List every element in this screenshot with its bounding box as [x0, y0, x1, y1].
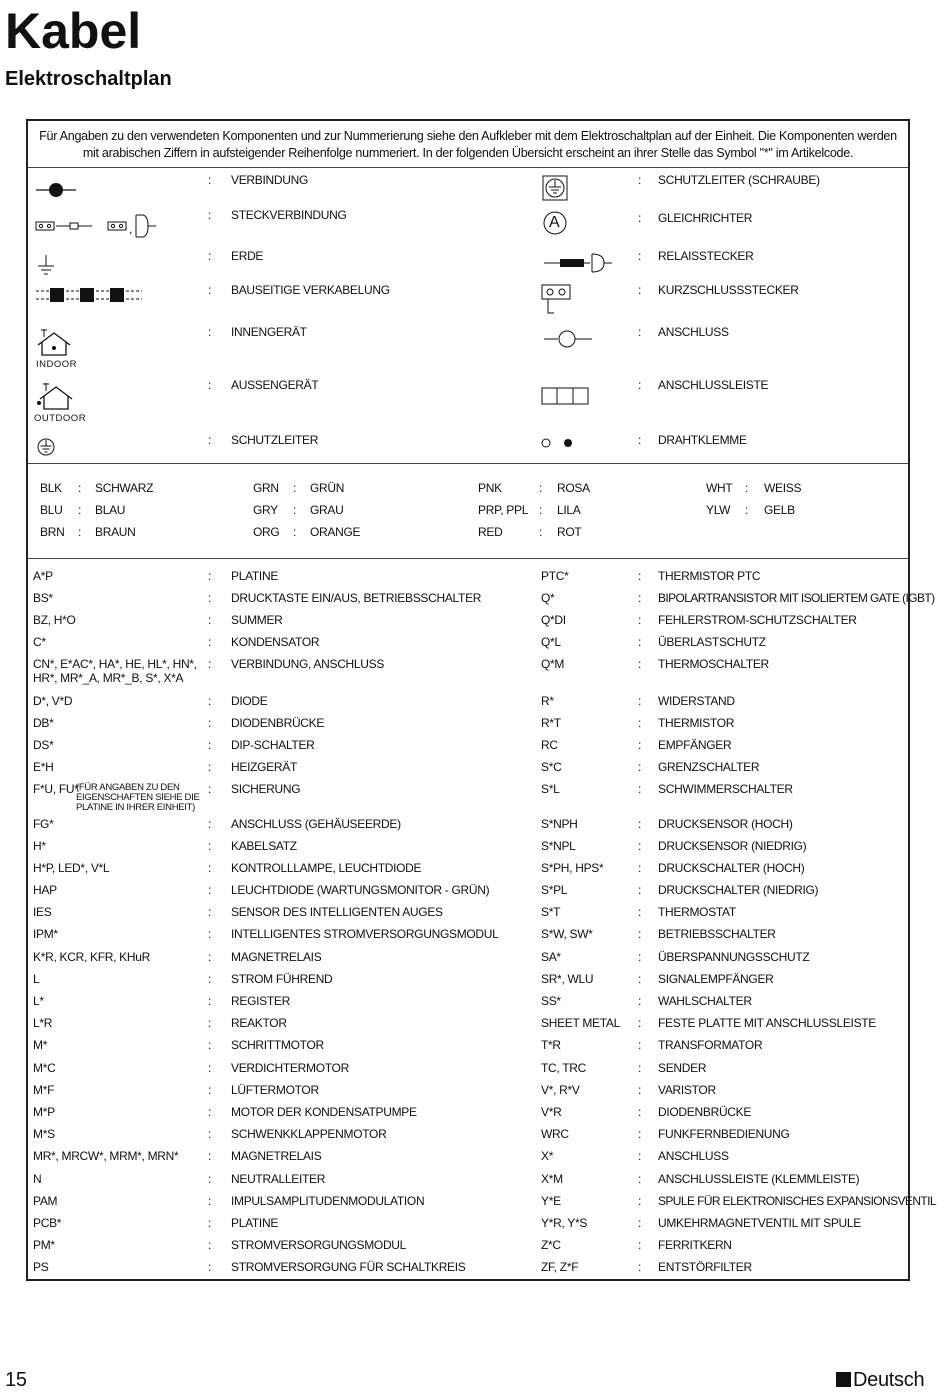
- color-code: BLK: [40, 481, 62, 495]
- component-code: V*, R*V: [541, 1083, 580, 1097]
- component-description: SENSOR DES INTELLIGENTEN AUGES: [231, 905, 443, 919]
- component-code: M*S: [33, 1127, 55, 1141]
- color-code: WHT: [706, 481, 733, 495]
- separator: :: [638, 738, 642, 752]
- component-description: TRANSFORMATOR: [658, 1038, 763, 1052]
- color-name: GRÜN: [310, 481, 345, 495]
- symbol-label: ERDE: [231, 249, 264, 263]
- separator: :: [638, 782, 642, 796]
- component-description: DRUCKSENSOR (NIEDRIG): [658, 839, 807, 853]
- separator: :: [638, 378, 642, 392]
- divider: [28, 463, 908, 464]
- separator: :: [638, 613, 642, 627]
- separator: :: [208, 613, 212, 627]
- component-code: DB*: [33, 716, 54, 730]
- component-description: FESTE PLATTE MIT ANSCHLUSSLEISTE: [658, 1016, 877, 1030]
- separator: :: [539, 525, 543, 539]
- component-description: FEHLERSTROM-SCHUTZSCHALTER: [658, 613, 857, 627]
- separator: :: [293, 503, 297, 517]
- separator: :: [745, 503, 749, 517]
- separator: :: [208, 817, 212, 831]
- separator: :: [638, 839, 642, 853]
- component-description: KONDENSATOR: [231, 635, 320, 649]
- page-subtitle: Elektroschaltplan: [5, 68, 172, 90]
- component-description: SENDER: [658, 1061, 707, 1075]
- separator: :: [208, 905, 212, 919]
- separator: :: [208, 839, 212, 853]
- separator: :: [208, 173, 212, 187]
- separator: :: [208, 1238, 212, 1252]
- component-description: SCHRITTMOTOR: [231, 1038, 324, 1052]
- separator: :: [208, 1127, 212, 1141]
- component-code: RC: [541, 738, 558, 752]
- separator: :: [638, 591, 642, 605]
- component-description: MAGNETRELAIS: [231, 950, 322, 964]
- component-description: ANSCHLUSSLEISTE (KLEMMLEISTE): [658, 1172, 860, 1186]
- component-code: ZF, Z*F: [541, 1260, 579, 1274]
- separator: :: [208, 883, 212, 897]
- rectifier-glyph: A: [549, 214, 560, 231]
- separator: :: [293, 481, 297, 495]
- separator: :: [638, 994, 642, 1008]
- component-code: R*T: [541, 716, 561, 730]
- outdoor-house-icon: [34, 383, 87, 424]
- plug-connector-icon: [34, 211, 158, 239]
- component-code: E*H: [33, 760, 54, 774]
- separator: :: [638, 972, 642, 986]
- component-description: DRUCKSCHALTER (NIEDRIG): [658, 883, 819, 897]
- component-description: BETRIEBSSCHALTER: [658, 927, 776, 941]
- component-code: FG*: [33, 817, 54, 831]
- component-code: CN*, E*AC*, HA*, HE, HL*, HN*,: [33, 657, 197, 671]
- component-code: TC, TRC: [541, 1061, 587, 1075]
- component-code: M*F: [33, 1083, 55, 1097]
- separator: :: [208, 433, 212, 447]
- component-code: N: [33, 1172, 42, 1186]
- separator: :: [638, 694, 642, 708]
- component-code: T*R: [541, 1038, 561, 1052]
- component-description: WAHLSCHALTER: [658, 994, 752, 1008]
- separator: :: [638, 433, 642, 447]
- wire-clamp-icon: [540, 433, 580, 461]
- color-code: PRP, PPL: [478, 503, 529, 517]
- component-code: BS*: [33, 591, 53, 605]
- separator: :: [208, 1216, 212, 1230]
- separator: :: [208, 657, 212, 671]
- separator: :: [638, 173, 642, 187]
- separator: :: [638, 1105, 642, 1119]
- symbol-label: AUSSENGERÄT: [231, 378, 319, 392]
- rectifier-icon: [540, 208, 570, 236]
- color-code: GRN: [253, 481, 279, 495]
- component-code: S*L: [541, 782, 560, 796]
- component-code: Q*M: [541, 657, 565, 671]
- component-code: Q*: [541, 591, 555, 605]
- symbol-label: INNENGERÄT: [231, 325, 307, 339]
- component-description: GRENZSCHALTER: [658, 760, 760, 774]
- component-code: S*W, SW*: [541, 927, 593, 941]
- separator: :: [208, 972, 212, 986]
- component-description: LÜFTERMOTOR: [231, 1083, 319, 1097]
- symbol-caption: INDOOR: [36, 359, 77, 370]
- component-description: PLATINE: [231, 569, 279, 583]
- protective-earth-screw-icon: [540, 173, 570, 201]
- component-code: PS: [33, 1260, 49, 1274]
- component-code: L*R: [33, 1016, 53, 1030]
- component-code: SR*, WLU: [541, 972, 594, 986]
- separator: :: [208, 1083, 212, 1097]
- component-description: REGISTER: [231, 994, 290, 1008]
- terminal-icon: [542, 327, 594, 355]
- separator: :: [208, 208, 212, 222]
- separator: :: [638, 1127, 642, 1141]
- square-bullet-icon: [836, 1372, 851, 1387]
- component-code: S*T: [541, 905, 561, 919]
- component-code: Z*C: [541, 1238, 561, 1252]
- page-title: Kabel: [5, 3, 142, 59]
- component-code: Y*E: [541, 1194, 561, 1208]
- separator: :: [638, 883, 642, 897]
- separator: :: [208, 694, 212, 708]
- connection-dot-icon: [34, 176, 78, 204]
- separator: :: [638, 1216, 642, 1230]
- separator: :: [638, 569, 642, 583]
- separator: :: [745, 481, 749, 495]
- component-description: VARISTOR: [658, 1083, 716, 1097]
- symbol-label: KURZSCHLUSSSTECKER: [658, 283, 799, 297]
- symbol-label: SCHUTZLEITER: [231, 433, 319, 447]
- component-description: ENTSTÖRFILTER: [658, 1260, 752, 1274]
- component-code: F*U, FU*: [33, 782, 79, 796]
- component-description: KONTROLLLAMPE, LEUCHTDIODE: [231, 861, 422, 875]
- color-code: BLU: [40, 503, 63, 517]
- component-description: UMKEHRMAGNETVENTIL MIT SPULE: [658, 1216, 861, 1230]
- component-description: EMPFÄNGER: [658, 738, 732, 752]
- component-description: DRUCKSCHALTER (HOCH): [658, 861, 805, 875]
- component-code: BZ, H*O: [33, 613, 76, 627]
- separator: :: [208, 1016, 212, 1030]
- intro-text: Für Angaben zu den verwendeten Komponenten und zur Nummerierung siehe den Aufkleber mit dem Elektroschaltplan auf der Einheit. Die Komponenten werden mit arabischen Ziffern in aufsteigender Reihenfolge nummeriert. In der folgenden Übersicht erscheint an ihrer Stelle das Symbol "*" im Artikelcode.: [39, 129, 897, 160]
- separator: :: [208, 1105, 212, 1119]
- color-code: RED: [478, 525, 503, 539]
- component-note: (FÜR ANGABEN ZU DEN EIGENSCHAFTEN SIEHE DIE PLATINE IN IHRER EINHEIT): [76, 782, 200, 813]
- separator: :: [208, 249, 212, 263]
- component-code: A*P: [33, 569, 53, 583]
- separator: :: [638, 1149, 642, 1163]
- separator: :: [78, 503, 82, 517]
- component-code: HAP: [33, 883, 57, 897]
- component-code: WRC: [541, 1127, 569, 1141]
- color-name: GELB: [764, 503, 795, 517]
- component-description: THERMOSTAT: [658, 905, 736, 919]
- component-description: WIDERSTAND: [658, 694, 735, 708]
- component-description: SCHWIMMERSCHALTER: [658, 782, 793, 796]
- indoor-house-icon: [34, 329, 77, 370]
- separator: :: [208, 1260, 212, 1274]
- separator: :: [638, 211, 642, 225]
- separator: :: [638, 1238, 642, 1252]
- component-code: L: [33, 972, 40, 986]
- symbol-label: DRAHTKLEMME: [658, 433, 747, 447]
- symbol-label: ANSCHLUSS: [658, 325, 729, 339]
- earth-icon: [34, 252, 58, 280]
- component-code: DS*: [33, 738, 54, 752]
- component-code: Q*L: [541, 635, 561, 649]
- separator: :: [638, 1194, 642, 1208]
- separator: :: [638, 1016, 642, 1030]
- component-description: DIODENBRÜCKE: [231, 716, 325, 730]
- component-code: PCB*: [33, 1216, 62, 1230]
- component-description: FERRITKERN: [658, 1238, 732, 1252]
- color-code: BRN: [40, 525, 65, 539]
- color-name: ROSA: [557, 481, 590, 495]
- separator: :: [208, 591, 212, 605]
- component-code: S*NPL: [541, 839, 576, 853]
- separator: :: [638, 950, 642, 964]
- component-description: BIPOLARTRANSISTOR MIT ISOLIERTEM GATE (IGBT): [658, 591, 935, 605]
- component-description: SICHERUNG: [231, 782, 301, 796]
- component-code: H*: [33, 839, 46, 853]
- separator: :: [208, 927, 212, 941]
- component-description: STROMVERSORGUNGSMODUL: [231, 1238, 407, 1252]
- language-label: [836, 1369, 924, 1392]
- component-code: SHEET METAL: [541, 1016, 620, 1030]
- component-description: DRUCKSENSOR (HOCH): [658, 817, 793, 831]
- separator: :: [208, 1038, 212, 1052]
- symbol-label: BAUSEITIGE VERKABELUNG: [231, 283, 390, 297]
- separator: :: [638, 249, 642, 263]
- symbol-label: ANSCHLUSSLEISTE: [658, 378, 769, 392]
- separator: :: [78, 481, 82, 495]
- component-code: PM*: [33, 1238, 55, 1252]
- divider: [28, 167, 908, 168]
- separator: :: [539, 481, 543, 495]
- component-code: Q*DI: [541, 613, 566, 627]
- component-description: HEIZGERÄT: [231, 760, 297, 774]
- component-code: IPM*: [33, 927, 58, 941]
- separator: :: [539, 503, 543, 517]
- symbol-caption: OUTDOOR: [34, 413, 87, 424]
- component-code: SS*: [541, 994, 561, 1008]
- color-code: PNK: [478, 481, 502, 495]
- separator: :: [208, 325, 212, 339]
- component-description: FUNKFERNBEDIENUNG: [658, 1127, 790, 1141]
- separator: :: [208, 994, 212, 1008]
- color-name: GRAU: [310, 503, 344, 517]
- component-code: K*R, KCR, KFR, KHuR: [33, 950, 150, 964]
- component-description: DIODE: [231, 694, 268, 708]
- component-code: L*: [33, 994, 44, 1008]
- component-description: THERMISTOR PTC: [658, 569, 761, 583]
- terminal-strip-icon: [540, 385, 592, 413]
- short-circuit-connector-icon: [540, 283, 574, 311]
- component-description: ÜBERLASTSCHUTZ: [658, 635, 766, 649]
- separator: :: [208, 1172, 212, 1186]
- component-description: DIODENBRÜCKE: [658, 1105, 752, 1119]
- separator: :: [208, 283, 212, 297]
- protective-earth-icon: [34, 435, 58, 463]
- component-description: SIGNALEMPFÄNGER: [658, 972, 774, 986]
- component-description: SUMMER: [231, 613, 283, 627]
- component-code: M*P: [33, 1105, 55, 1119]
- component-code: X*M: [541, 1172, 563, 1186]
- component-description: ANSCHLUSS (GEHÄUSEERDE): [231, 817, 401, 831]
- component-code: MR*, MRCW*, MRM*, MRN*: [33, 1149, 179, 1163]
- component-code: V*R: [541, 1105, 562, 1119]
- component-code: PAM: [33, 1194, 58, 1208]
- component-description: MAGNETRELAIS: [231, 1149, 322, 1163]
- page-number: 15: [5, 1369, 27, 1391]
- component-description: VERDICHTERMOTOR: [231, 1061, 349, 1075]
- symbol-label: GLEICHRICHTER: [658, 211, 753, 225]
- component-description: THERMISTOR: [658, 716, 735, 730]
- component-description: THERMOSCHALTER: [658, 657, 769, 671]
- color-code: YLW: [706, 503, 731, 517]
- component-description: LEUCHTDIODE (WARTUNGSMONITOR - GRÜN): [231, 883, 490, 897]
- separator: :: [208, 1149, 212, 1163]
- component-code: M*C: [33, 1061, 56, 1075]
- component-code: D*, V*D: [33, 694, 73, 708]
- component-code-continued: HR*, MR*_A, MR*_B, S*, X*A: [33, 671, 184, 685]
- symbol-label: VERBINDUNG: [231, 173, 309, 187]
- separator: :: [293, 525, 297, 539]
- color-name: BLAU: [95, 503, 126, 517]
- component-code: S*PL: [541, 883, 568, 897]
- separator: :: [208, 1194, 212, 1208]
- separator: :: [638, 283, 642, 297]
- separator: :: [208, 1061, 212, 1075]
- component-description: MOTOR DER KONDENSATPUMPE: [231, 1105, 417, 1119]
- separator: :: [78, 525, 82, 539]
- separator: :: [208, 378, 212, 392]
- separator: :: [208, 635, 212, 649]
- separator: :: [638, 1038, 642, 1052]
- color-name: ORANGE: [310, 525, 361, 539]
- color-name: SCHWARZ: [95, 481, 154, 495]
- separator: :: [638, 635, 642, 649]
- component-description: NEUTRALLEITER: [231, 1172, 326, 1186]
- separator: :: [638, 817, 642, 831]
- color-name: ROT: [557, 525, 582, 539]
- separator: :: [638, 927, 642, 941]
- language-text: Deutsch: [853, 1369, 925, 1391]
- component-code: R*: [541, 694, 554, 708]
- color-code: ORG: [253, 525, 280, 539]
- component-description: SCHWENKKLAPPENMOTOR: [231, 1127, 387, 1141]
- component-code: S*C: [541, 760, 562, 774]
- component-code: IES: [33, 905, 52, 919]
- component-description: VERBINDUNG, ANSCHLUSS: [231, 657, 385, 671]
- component-code: Y*R, Y*S: [541, 1216, 588, 1230]
- separator: :: [638, 1061, 642, 1075]
- separator: :: [208, 861, 212, 875]
- component-code: H*P, LED*, V*L: [33, 861, 110, 875]
- component-code: C*: [33, 635, 46, 649]
- color-name: WEISS: [764, 481, 802, 495]
- separator: :: [208, 760, 212, 774]
- component-description: INTELLIGENTES STROMVERSORGUNGSMODUL: [231, 927, 499, 941]
- component-code: X*: [541, 1149, 554, 1163]
- component-description: STROM FÜHREND: [231, 972, 333, 986]
- component-code: S*PH, HPS*: [541, 861, 604, 875]
- color-name: LILA: [557, 503, 581, 517]
- separator: :: [638, 861, 642, 875]
- legend-frame: [26, 119, 936, 1281]
- separator: :: [208, 569, 212, 583]
- relay-connector-icon: [542, 251, 614, 279]
- separator: :: [638, 760, 642, 774]
- svg-text:,: ,: [129, 222, 133, 236]
- component-description: SPULE FÜR ELEKTRONISCHES EXPANSIONSVENTIL: [658, 1194, 936, 1208]
- component-description: DIP-SCHALTER: [231, 738, 315, 752]
- separator: :: [638, 325, 642, 339]
- component-description: DRUCKTASTE EIN/AUS, BETRIEBSSCHALTER: [231, 591, 482, 605]
- separator: :: [208, 950, 212, 964]
- symbol-label: STECKVERBINDUNG: [231, 208, 347, 222]
- symbol-label: RELAISSTECKER: [658, 249, 754, 263]
- separator: :: [638, 716, 642, 730]
- separator: :: [208, 782, 212, 796]
- separator: :: [638, 1260, 642, 1274]
- separator: :: [638, 1083, 642, 1097]
- component-description: KABELSATZ: [231, 839, 297, 853]
- symbol-label: SCHUTZLEITER (SCHRAUBE): [658, 173, 820, 187]
- component-description: REAKTOR: [231, 1016, 287, 1030]
- separator: :: [208, 738, 212, 752]
- component-code: M*: [33, 1038, 48, 1052]
- separator: :: [638, 1172, 642, 1186]
- color-name: BRAUN: [95, 525, 136, 539]
- field-wiring-icon: [34, 285, 144, 313]
- component-description: PLATINE: [231, 1216, 279, 1230]
- component-description: ANSCHLUSS: [658, 1149, 729, 1163]
- component-description: IMPULSAMPLITUDENMODULATION: [231, 1194, 425, 1208]
- separator: :: [638, 905, 642, 919]
- component-code: PTC*: [541, 569, 569, 583]
- separator: :: [208, 716, 212, 730]
- color-code: GRY: [253, 503, 278, 517]
- divider: [28, 558, 908, 559]
- component-code: SA*: [541, 950, 561, 964]
- component-description: STROMVERSORGUNG FÜR SCHALTKREIS: [231, 1260, 466, 1274]
- component-code: S*NPH: [541, 817, 578, 831]
- separator: :: [638, 657, 642, 671]
- component-description: ÜBERSPANNUNGSSCHUTZ: [658, 950, 810, 964]
